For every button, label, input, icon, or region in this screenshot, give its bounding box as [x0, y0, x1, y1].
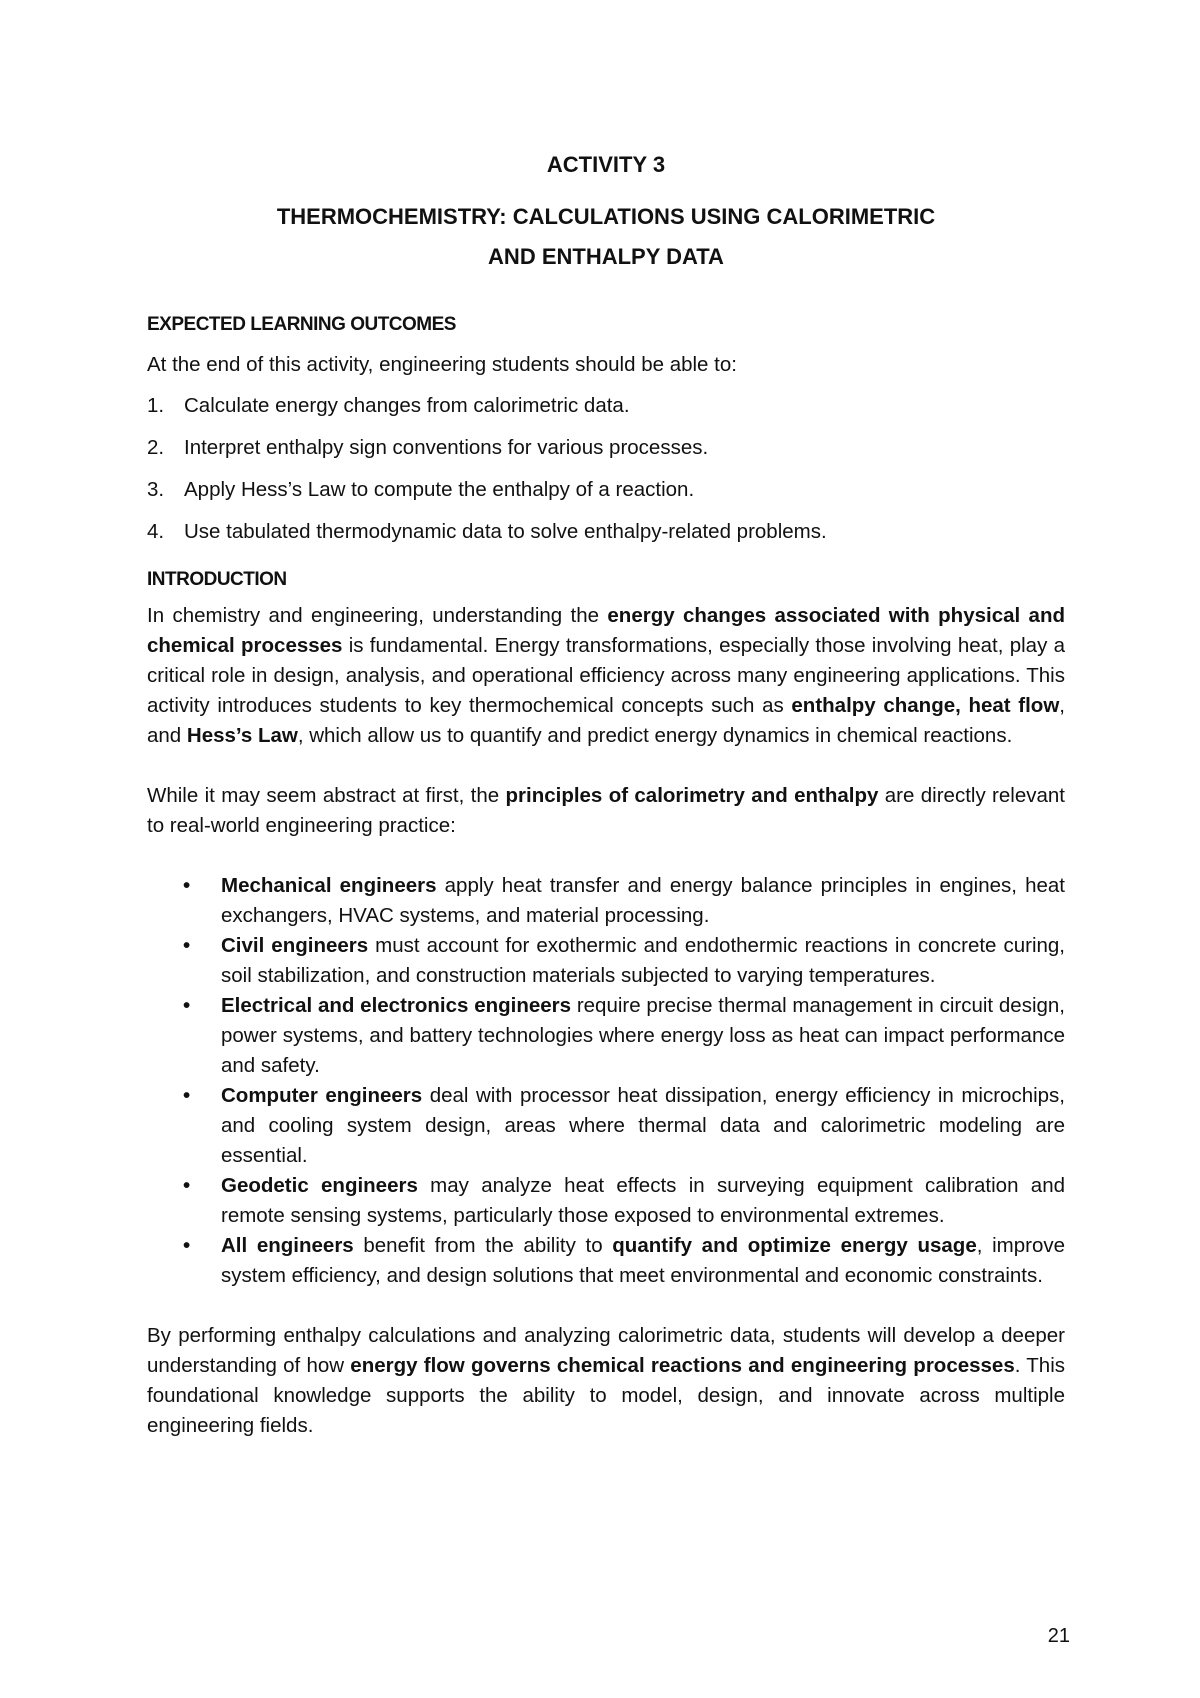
outcome-item — [147, 433, 1065, 475]
emphasis-run: energy flow governs chemical reactions and engineering processes — [350, 1354, 1015, 1377]
role-text: must account for exothermic and endothermic reactions in concrete curing, soil stabilization, and construction materials subjected to varying temperatures. — [221, 934, 1065, 987]
text-run: By performing enthalpy calculations and analyzing calorimetric data, students will develop a deeper understanding of how — [147, 1324, 1065, 1377]
bullet-icon: • — [183, 874, 191, 897]
activity-label: ACTIVITY 3 — [546, 152, 666, 177]
outcome-text: Apply Hess’s Law to compute the enthalpy of a reaction. — [184, 478, 695, 501]
outcome-item — [147, 475, 1065, 517]
role-name: Electrical and electronics engineers — [221, 994, 572, 1017]
text-run: While it may seem abstract at first, the — [147, 784, 506, 807]
role-text: deal with processor heat dissipation, energy efficiency in microchips, and cooling system design, areas where thermal data and calorimetric modeling are essential. — [221, 1084, 1065, 1167]
list-item — [147, 931, 1065, 991]
text-run: is fundamental. Energy transformations, especially those involving heat, play a critical role in design, analysis, and operational efficiency across many engineering applications. This activity introduces students to key thermochemical concepts such as — [147, 634, 1065, 717]
outcome-number: 4. — [147, 520, 165, 543]
text-run: In chemistry and engineering, understanding the — [147, 604, 608, 627]
role-name: All engineers — [221, 1234, 354, 1257]
text-run: , which allow us to quantify and predict energy dynamics in chemical reactions. — [297, 724, 1013, 747]
text-run: , and — [147, 694, 1065, 747]
role-name: Geodetic engineers — [221, 1174, 418, 1197]
bullet-icon: • — [183, 934, 191, 957]
role-name: Civil engineers — [221, 934, 369, 957]
intro-paragraph-3 — [147, 1321, 1065, 1441]
list-item — [147, 1231, 1065, 1291]
role-text: , improve system efficiency, and design solutions that meet environmental and economic constraints. — [221, 1234, 1066, 1287]
role-text: require precise thermal management in circuit design, power systems, and battery technologies where energy loss as heat can impact performance and safety. — [221, 994, 1065, 1077]
bullet-icon: • — [183, 1234, 191, 1257]
list-item — [147, 991, 1065, 1081]
role-text: benefit from the ability to — [353, 1234, 613, 1257]
outcome-item — [147, 391, 1065, 433]
emphasis-run: quantify and optimize energy usage — [612, 1234, 977, 1257]
title-line-2: AND ENTHALPY DATA — [488, 244, 724, 269]
role-text: apply heat transfer and energy balance principles in engines, heat exchangers, HVAC systems, and material processing. — [221, 874, 1065, 927]
outcomes-list — [147, 391, 1065, 559]
outcome-number: 2. — [147, 436, 165, 459]
text-run: . This foundational knowledge supports the ability to model, design, and innovate across multiple engineering fields. — [147, 1354, 1066, 1437]
role-name: Computer engineers — [221, 1084, 423, 1107]
outcome-text: Interpret enthalpy sign conventions for various processes. — [184, 436, 709, 459]
bullet-icon: • — [183, 994, 191, 1017]
bullet-icon: • — [183, 1084, 191, 1107]
intro-paragraph-2 — [147, 781, 1065, 841]
list-item — [147, 1081, 1065, 1171]
outcome-text: Calculate energy changes from calorimetric data. — [184, 394, 630, 417]
title-line-1: THERMOCHEMISTRY: CALCULATIONS USING CALORIMETRIC — [276, 204, 936, 229]
page-content — [147, 148, 1065, 1441]
outcomes-heading: EXPECTED LEARNING OUTCOMES — [147, 314, 456, 335]
outcome-number: 1. — [147, 394, 165, 417]
bullet-icon: • — [183, 1174, 191, 1197]
outcome-number: 3. — [147, 478, 165, 501]
emphasis-run: principles of calorimetry and enthalpy — [505, 784, 879, 807]
role-name: Mechanical engineers — [221, 874, 437, 897]
introduction-heading: INTRODUCTION — [147, 569, 287, 590]
role-text: may analyze heat effects in surveying equipment calibration and remote sensing systems, particularly those exposed to environmental extremes. — [221, 1174, 1065, 1227]
outcome-text: Use tabulated thermodynamic data to solve enthalpy-related problems. — [184, 520, 827, 543]
emphasis-run: energy changes associated with physical and chemical processes — [147, 604, 1065, 657]
list-item — [147, 871, 1065, 931]
list-item — [147, 1171, 1065, 1231]
text-run: are directly relevant to real-world engineering practice: — [147, 784, 1065, 837]
document-title — [147, 197, 1065, 277]
engineering-roles-list — [147, 871, 1065, 1291]
outcome-item — [147, 517, 1065, 559]
emphasis-run: enthalpy change, heat flow — [791, 694, 1060, 717]
emphasis-run: Hess’s Law — [186, 724, 298, 747]
page-number: 21 — [1047, 1625, 1070, 1647]
outcomes-lead: At the end of this activity, engineering students should be able to: — [147, 353, 737, 376]
intro-paragraph-1 — [147, 601, 1065, 751]
